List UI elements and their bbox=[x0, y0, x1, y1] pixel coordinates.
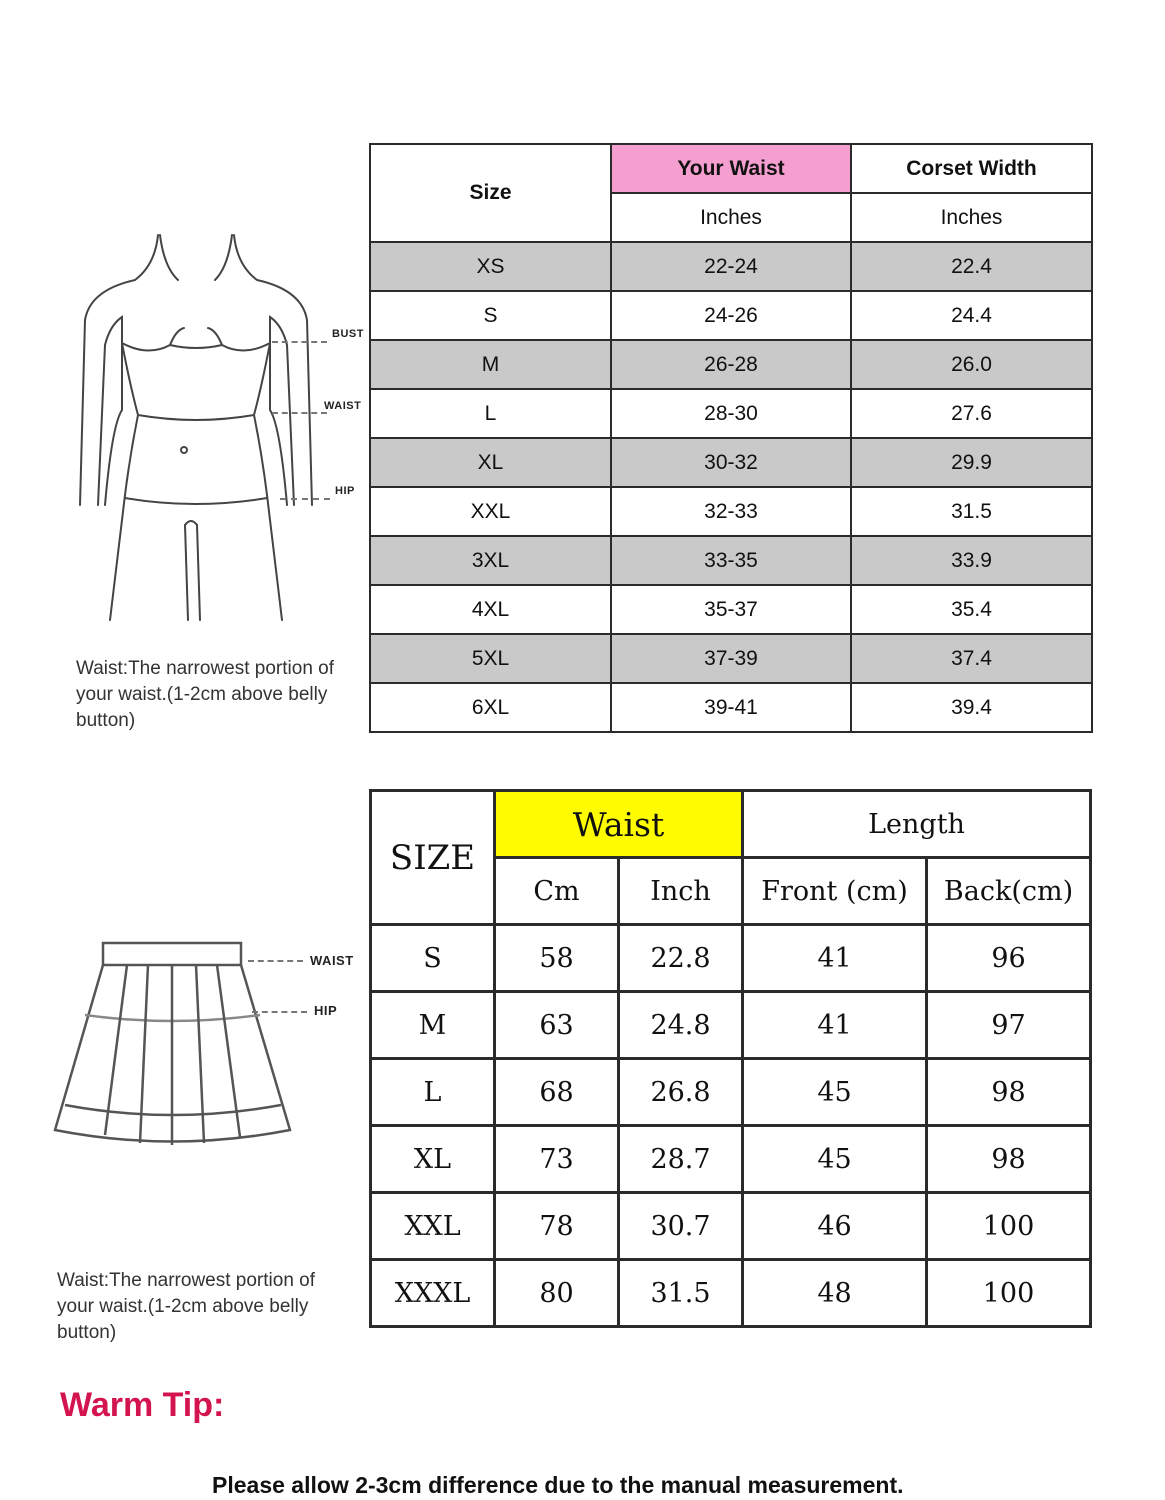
corset-width-header: Corset Width bbox=[851, 144, 1092, 193]
width-cell: 37.4 bbox=[851, 634, 1092, 683]
your-waist-header: Your Waist bbox=[611, 144, 851, 193]
bust-guide-line bbox=[272, 341, 327, 343]
waist-cell: 22-24 bbox=[611, 242, 851, 291]
table-row bbox=[370, 536, 1092, 585]
table-row bbox=[371, 1260, 1091, 1327]
size-cell: 4XL bbox=[370, 585, 611, 634]
front-cell: 41 bbox=[743, 925, 927, 992]
width-cell: 22.4 bbox=[851, 242, 1092, 291]
waist-cell: 37-39 bbox=[611, 634, 851, 683]
table-row bbox=[371, 1193, 1091, 1260]
waist-cell: 39-41 bbox=[611, 683, 851, 732]
table-row bbox=[370, 340, 1092, 389]
table-row bbox=[370, 487, 1092, 536]
inch-cell: 26.8 bbox=[619, 1059, 743, 1126]
skirt-outline-figure bbox=[45, 935, 305, 1155]
width-cell: 31.5 bbox=[851, 487, 1092, 536]
skirt-size-table bbox=[369, 789, 1092, 1328]
size-cell: S bbox=[370, 291, 611, 340]
size-cell: L bbox=[371, 1059, 495, 1126]
table-row bbox=[370, 438, 1092, 487]
corset-size-table bbox=[369, 143, 1093, 733]
hip-guide-line bbox=[280, 498, 330, 500]
table-row bbox=[371, 1126, 1091, 1193]
width-cell: 27.6 bbox=[851, 389, 1092, 438]
warm-tip-title: Warm Tip: bbox=[60, 1386, 225, 1424]
waist-cell: 24-26 bbox=[611, 291, 851, 340]
size-cell: XXXL bbox=[371, 1260, 495, 1327]
table-row bbox=[370, 683, 1092, 732]
skirt-waist-guide-line bbox=[248, 960, 303, 962]
size-cell: L bbox=[370, 389, 611, 438]
size-cell: XL bbox=[371, 1126, 495, 1193]
waist-header: Waist bbox=[495, 791, 743, 858]
inch-cell: 24.8 bbox=[619, 992, 743, 1059]
warm-tip-text: Please allow 2-3cm difference due to the manual measurement. bbox=[212, 1472, 904, 1498]
back-cell: 98 bbox=[927, 1059, 1091, 1126]
size-cell: 3XL bbox=[370, 536, 611, 585]
inch-cell: 22.8 bbox=[619, 925, 743, 992]
front-cell: 45 bbox=[743, 1126, 927, 1193]
size-cell: M bbox=[371, 992, 495, 1059]
width-cell: 35.4 bbox=[851, 585, 1092, 634]
back-cell: 100 bbox=[927, 1193, 1091, 1260]
inch-cell: 28.7 bbox=[619, 1126, 743, 1193]
skirt-caption: Waist:The narrowest portion of your waist.(1-2cm above belly button) bbox=[57, 1270, 316, 1343]
table-header-row bbox=[370, 144, 1092, 193]
skirt-waist-label: WAIST bbox=[310, 953, 354, 968]
size-cell: XS bbox=[370, 242, 611, 291]
size-header: SIZE bbox=[371, 791, 495, 925]
front-cell: 41 bbox=[743, 992, 927, 1059]
table-row bbox=[370, 634, 1092, 683]
back-cell: 96 bbox=[927, 925, 1091, 992]
table-row bbox=[371, 925, 1091, 992]
body-caption: Waist:The narrowest portion of your waist.(1-2cm above belly button) bbox=[76, 658, 335, 731]
back-cell: 97 bbox=[927, 992, 1091, 1059]
cm-cell: 73 bbox=[495, 1126, 619, 1193]
front-cell: 45 bbox=[743, 1059, 927, 1126]
back-cell: 98 bbox=[927, 1126, 1091, 1193]
front-cell: 48 bbox=[743, 1260, 927, 1327]
skirt-hip-guide-line bbox=[252, 1011, 307, 1013]
cm-cell: 68 bbox=[495, 1059, 619, 1126]
size-header: Size bbox=[370, 144, 611, 242]
table-row bbox=[370, 291, 1092, 340]
width-cell: 39.4 bbox=[851, 683, 1092, 732]
body-outline-figure bbox=[60, 225, 360, 625]
waist-cell: 28-30 bbox=[611, 389, 851, 438]
cm-cell: 63 bbox=[495, 992, 619, 1059]
front-cell: 46 bbox=[743, 1193, 927, 1260]
width-cell: 33.9 bbox=[851, 536, 1092, 585]
size-cell: 6XL bbox=[370, 683, 611, 732]
length-header: Length bbox=[743, 791, 1091, 858]
table-header-row bbox=[371, 791, 1091, 858]
width-cell: 29.9 bbox=[851, 438, 1092, 487]
waist-cell: 35-37 bbox=[611, 585, 851, 634]
back-cell: 100 bbox=[927, 1260, 1091, 1327]
table-row bbox=[370, 585, 1092, 634]
size-cell: XL bbox=[370, 438, 611, 487]
waist-label: WAIST bbox=[324, 400, 362, 412]
size-cell: S bbox=[371, 925, 495, 992]
width-unit: Inches bbox=[851, 193, 1092, 242]
back-header: Back(cm) bbox=[927, 858, 1091, 925]
size-cell: 5XL bbox=[370, 634, 611, 683]
cm-cell: 78 bbox=[495, 1193, 619, 1260]
front-header: Front (cm) bbox=[743, 858, 927, 925]
inch-cell: 30.7 bbox=[619, 1193, 743, 1260]
table-row bbox=[370, 389, 1092, 438]
bust-label: BUST bbox=[332, 328, 364, 340]
cm-cell: 80 bbox=[495, 1260, 619, 1327]
table-row bbox=[370, 242, 1092, 291]
hip-label: HIP bbox=[335, 485, 355, 497]
size-cell: XXL bbox=[371, 1193, 495, 1260]
cm-cell: 58 bbox=[495, 925, 619, 992]
waist-unit: Inches bbox=[611, 193, 851, 242]
table-row bbox=[371, 992, 1091, 1059]
width-cell: 24.4 bbox=[851, 291, 1092, 340]
waist-cell: 33-35 bbox=[611, 536, 851, 585]
table-row bbox=[371, 1059, 1091, 1126]
waist-cell: 30-32 bbox=[611, 438, 851, 487]
waist-guide-line bbox=[272, 412, 327, 414]
width-cell: 26.0 bbox=[851, 340, 1092, 389]
size-cell: M bbox=[370, 340, 611, 389]
inch-header: Inch bbox=[619, 858, 743, 925]
cm-header: Cm bbox=[495, 858, 619, 925]
inch-cell: 31.5 bbox=[619, 1260, 743, 1327]
skirt-hip-label: HIP bbox=[314, 1003, 338, 1018]
waist-cell: 26-28 bbox=[611, 340, 851, 389]
waist-cell: 32-33 bbox=[611, 487, 851, 536]
size-cell: XXL bbox=[370, 487, 611, 536]
